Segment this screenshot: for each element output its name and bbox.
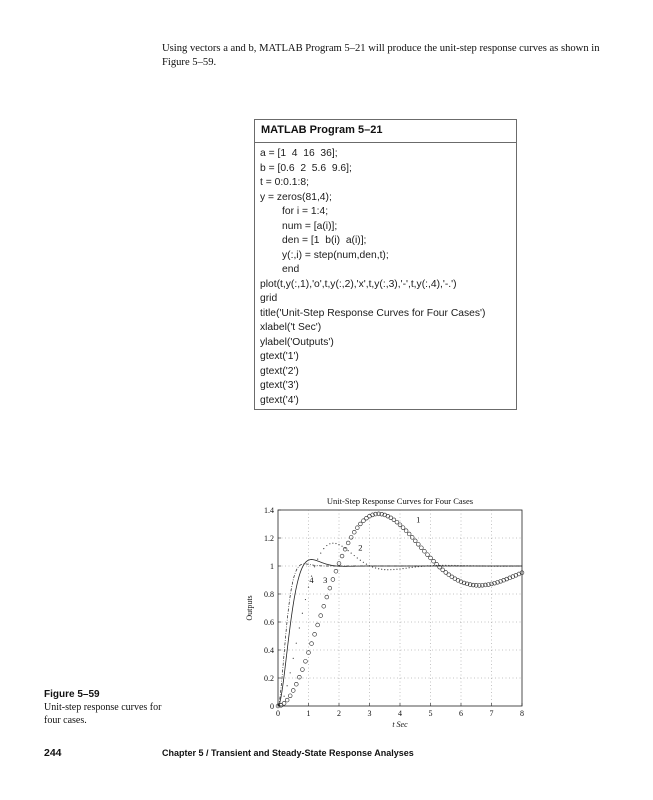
- x-tick-label: 5: [428, 709, 433, 718]
- series-1-point: [325, 595, 329, 599]
- figure-caption-text: Unit-step response curves for four cases.: [44, 702, 162, 726]
- series-1-point: [352, 530, 356, 534]
- x-tick-label: 4: [398, 709, 402, 718]
- y-tick-label: 1.4: [264, 506, 274, 515]
- matlab-program-box: [254, 119, 517, 410]
- series-2-point: [308, 586, 309, 587]
- page-number: 244: [44, 747, 62, 759]
- series-2-point: [399, 568, 400, 569]
- y-axis-label: Outputs: [245, 595, 254, 621]
- series-2-point: [329, 543, 330, 544]
- series-2-point: [345, 548, 346, 549]
- series-1-point: [319, 614, 323, 618]
- x-tick-label: 8: [520, 709, 524, 718]
- code-listing: [255, 143, 516, 408]
- x-tick-label: 2: [337, 709, 341, 718]
- series-2-point: [357, 557, 358, 558]
- series-2-point: [402, 568, 403, 569]
- code-line: den = [1 b(i) a(i)];: [282, 235, 367, 246]
- series-2-point: [409, 567, 410, 568]
- y-tick-label: 0.8: [264, 590, 274, 599]
- code-line: title('Unit-Step Response Curves for Four Cases'): [260, 307, 486, 319]
- series-2-point: [378, 568, 379, 569]
- series-2-point: [375, 567, 376, 568]
- series-4-line: [278, 564, 522, 706]
- series-2-point: [317, 558, 318, 559]
- series-1-point: [404, 529, 408, 533]
- series-2-point: [390, 569, 391, 570]
- code-line: num = [a(i)];: [282, 220, 338, 232]
- series-1-point: [419, 546, 423, 550]
- series-2-point: [280, 703, 281, 704]
- code-line: for i = 1:4;: [282, 206, 329, 217]
- series-1-point: [285, 698, 289, 702]
- y-tick-label: 1: [270, 562, 274, 571]
- series-1-point: [291, 689, 295, 693]
- y-tick-label: 0.2: [264, 674, 274, 683]
- series-2-point: [354, 555, 355, 556]
- series-2-point: [360, 560, 361, 561]
- series-2-point: [393, 569, 394, 570]
- series-1-point: [423, 549, 427, 553]
- figure-label: Figure 5–59: [44, 689, 100, 700]
- series-2-point: [415, 566, 416, 567]
- series-1-point: [346, 541, 350, 545]
- series-1-point: [331, 578, 335, 582]
- program-title: MATLAB Program 5–21: [255, 120, 516, 143]
- series-2-point: [293, 658, 294, 659]
- series-2-point: [326, 545, 327, 546]
- chapter-running-head: Chapter 5 / Transient and Steady-State Response Analyses: [162, 748, 414, 758]
- series-1-point: [316, 623, 320, 627]
- code-line: a = [1 4 16 36];: [260, 148, 338, 159]
- x-tick-label: 6: [459, 709, 463, 718]
- series-2-point: [363, 562, 364, 563]
- series-2-point: [332, 543, 333, 544]
- x-axis-label: t Sec: [392, 720, 408, 729]
- code-line: y = zeros(81,4);: [260, 191, 332, 203]
- series-1-point: [358, 522, 362, 526]
- series-1-point: [288, 694, 292, 698]
- series-1-point: [282, 701, 286, 705]
- series-2-point: [396, 569, 397, 570]
- series-2-point: [323, 548, 324, 549]
- series-1-point: [294, 682, 298, 686]
- code-line: gtext('3'): [260, 380, 299, 391]
- code-line: y(:,i) = step(num,den,t);: [282, 249, 389, 261]
- chart-svg: [230, 490, 540, 740]
- code-line: gtext('1'): [260, 351, 299, 362]
- series-2-point: [284, 696, 285, 697]
- response-chart: [230, 490, 540, 740]
- series-2-point: [372, 566, 373, 567]
- series-1-point: [310, 642, 314, 646]
- series-1-point: [301, 668, 305, 672]
- series-1-point: [340, 554, 344, 558]
- series-2-point: [296, 643, 297, 644]
- series-1-point: [349, 535, 353, 539]
- series-1-point: [410, 535, 414, 539]
- x-tick-label: 1: [306, 709, 311, 718]
- y-tick-label: 0.6: [264, 618, 274, 627]
- y-tick-label: 0: [270, 702, 274, 711]
- series-2-point: [381, 569, 382, 570]
- code-line: plot(t,y(:,1),'o',t,y(:,2),'x',t,y(:,3),'-',t,y(:,4),'-.'): [260, 278, 457, 290]
- series-1-point: [313, 632, 317, 636]
- x-tick-label: 3: [367, 709, 372, 718]
- series-2-point: [335, 543, 336, 544]
- series-2-point: [366, 564, 367, 565]
- series-2-point: [387, 569, 388, 570]
- series-2-point: [290, 672, 291, 673]
- code-line: t = 0:0.1:8;: [260, 177, 309, 188]
- series-2-point: [299, 627, 300, 628]
- figure-caption: [44, 688, 164, 727]
- series-1-point: [407, 532, 411, 536]
- x-tick-label: 7: [489, 709, 494, 718]
- series-1-point: [328, 586, 332, 590]
- intro-paragraph: Using vectors a and b, MATLAB Program 5–21 will produce the unit-step response curves as shown in Figure 5–59.: [162, 43, 600, 68]
- series-2-point: [287, 685, 288, 686]
- series-2-point: [406, 568, 407, 569]
- series-2-point: [314, 566, 315, 567]
- series-2-point: [348, 550, 349, 551]
- series-1-point: [304, 659, 308, 663]
- series-1-point: [416, 542, 420, 546]
- curve-label-2: 2: [358, 542, 363, 553]
- y-tick-label: 1.2: [264, 534, 274, 543]
- series-1-point: [413, 539, 417, 543]
- code-line: grid: [260, 293, 278, 304]
- code-line: gtext('4'): [260, 394, 299, 406]
- code-line: ylabel('Outputs'): [260, 336, 334, 348]
- series-1-point: [401, 526, 405, 530]
- series-1-point: [297, 675, 301, 679]
- series-1-point: [355, 526, 359, 530]
- series-1-point: [426, 553, 430, 557]
- series-2-point: [341, 546, 342, 547]
- curve-label-1: 1: [416, 514, 421, 525]
- series-1-point: [432, 559, 436, 563]
- series-2-point: [302, 613, 303, 614]
- code-line: end: [282, 264, 300, 275]
- y-tick-label: 0.4: [264, 646, 274, 655]
- chart-title: Unit-Step Response Curves for Four Cases: [326, 496, 474, 506]
- series-2-point: [384, 569, 385, 570]
- series-1-point: [322, 604, 326, 608]
- code-line: xlabel('t Sec'): [260, 322, 322, 333]
- series-2-point: [320, 552, 321, 553]
- series-2-point: [351, 552, 352, 553]
- series-1-point: [334, 569, 338, 573]
- curve-label-3: 3: [323, 574, 328, 585]
- curve-label-4: 4: [309, 574, 314, 585]
- code-line: gtext('2'): [260, 365, 299, 377]
- series-2-point: [412, 567, 413, 568]
- series-2-point: [305, 599, 306, 600]
- code-line: b = [0.6 2 5.6 9.6];: [260, 162, 352, 174]
- x-tick-label: 0: [276, 709, 280, 718]
- series-2-point: [338, 544, 339, 545]
